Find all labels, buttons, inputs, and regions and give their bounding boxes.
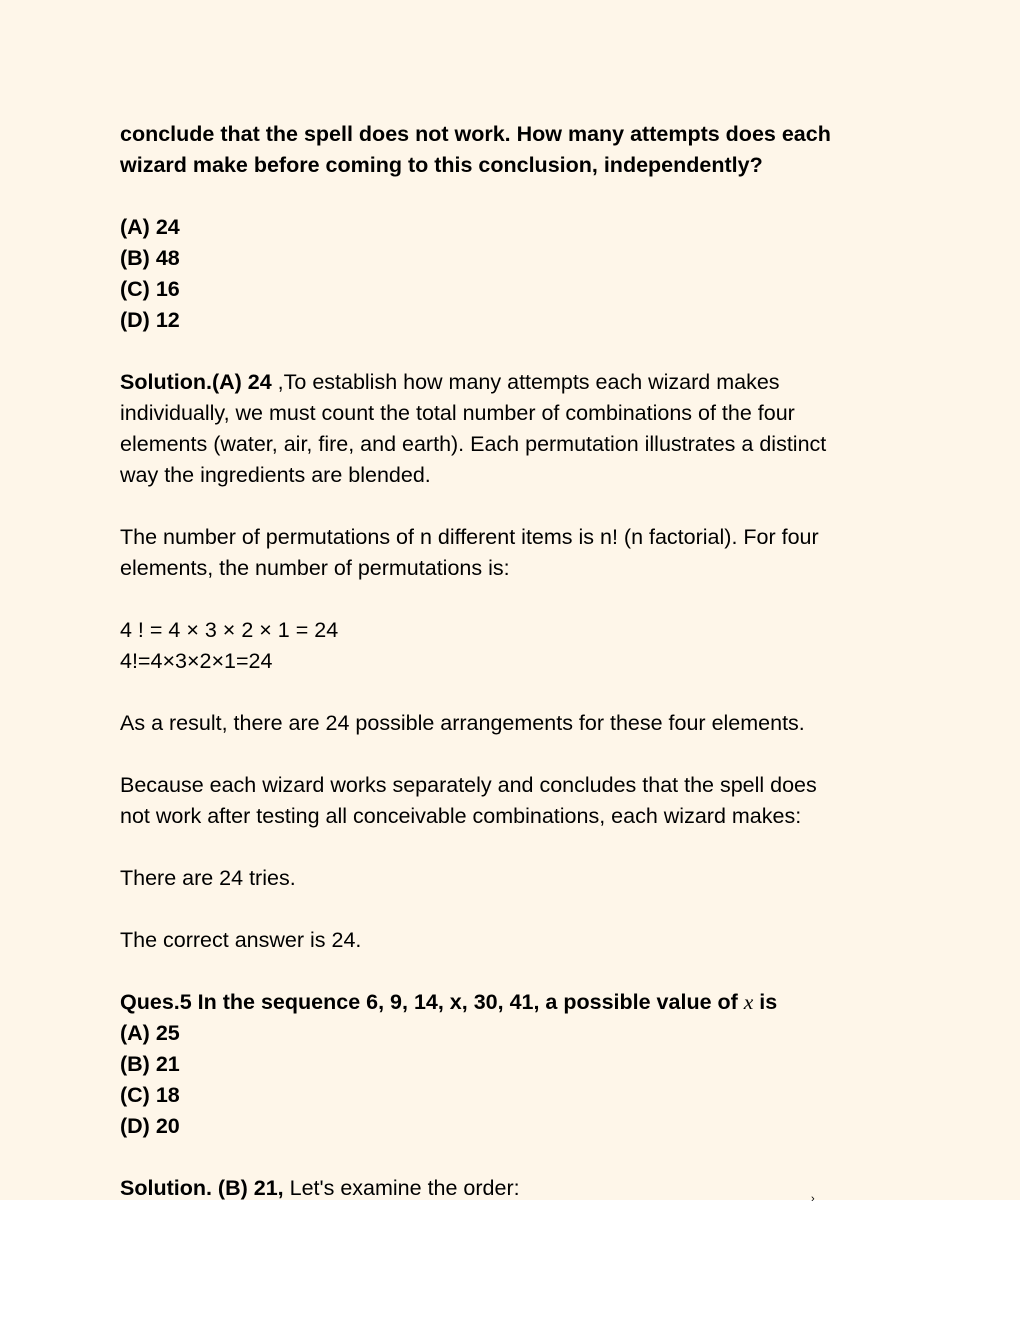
page-edge-mark: › (811, 1193, 815, 1205)
formula-compact: 4!=4×3×2×1=24 (120, 649, 273, 673)
formula-spaced: 4 ! = 4 × 3 × 2 × 1 = 24 (120, 618, 339, 642)
solution-4-para-6: The correct answer is 24. (120, 928, 362, 952)
question-5-label: Ques.5 (120, 990, 192, 1014)
solution-5-label: Solution. (B) 21, (120, 1176, 284, 1200)
solution-4-label: Solution.(A) 24 (120, 370, 272, 394)
solution-4-para-2-line-2: elements, the number of permutations is: (120, 556, 510, 580)
solution-4-para-1-line-2: elements (water, air, fire, and earth). Each permutation illustrates a distinct (120, 432, 827, 456)
question-4-option-c: (C) 16 (120, 277, 180, 301)
solution-5-text: Let's examine the order: (283, 1176, 520, 1200)
question-5-suffix: is (753, 990, 778, 1014)
solution-4-para-4-line-1: Because each wizard works separately and concludes that the spell does (120, 773, 817, 797)
solution-4-para-3: As a result, there are 24 possible arrangements for these four elements. (120, 711, 805, 735)
solution-4-para-2-line-1: The number of permutations of n different items is n! (n factorial). For four (120, 525, 819, 549)
solution-4-lead: ,To establish how many attempts each wizard makes (271, 370, 780, 394)
question-4-text-line-2: wizard make before coming to this conclusion, independently? (120, 153, 763, 177)
question-5-variable: x (743, 990, 754, 1014)
question-5-option-a: (A) 25 (120, 1021, 180, 1045)
question-4-text-line-1: conclude that the spell does not work. How many attempts does each (120, 122, 831, 146)
question-5-text (120, 987, 900, 1018)
question-5-option-b: (B) 21 (120, 1052, 180, 1076)
solution-4-para-1-line-1: individually, we must count the total number of combinations of the four (120, 401, 795, 425)
question-4-option-a: (A) 24 (120, 215, 180, 239)
solution-4-para-1-line-3: way the ingredients are blended. (120, 463, 431, 487)
solution-4-first-line (120, 367, 900, 398)
question-4-option-b: (B) 48 (120, 246, 180, 270)
solution-5-first-line (120, 1173, 900, 1204)
solution-4-para-4-line-2: not work after testing all conceivable combinations, each wizard makes: (120, 804, 802, 828)
solution-4-para-5: There are 24 tries. (120, 866, 296, 890)
question-5-option-d: (D) 20 (120, 1114, 180, 1138)
question-5-body: In the sequence 6, 9, 14, x, 30, 41, a possible value of (191, 990, 744, 1014)
question-4-option-d: (D) 12 (120, 308, 180, 332)
page-content (120, 119, 900, 1204)
question-5-option-c: (C) 18 (120, 1083, 180, 1107)
